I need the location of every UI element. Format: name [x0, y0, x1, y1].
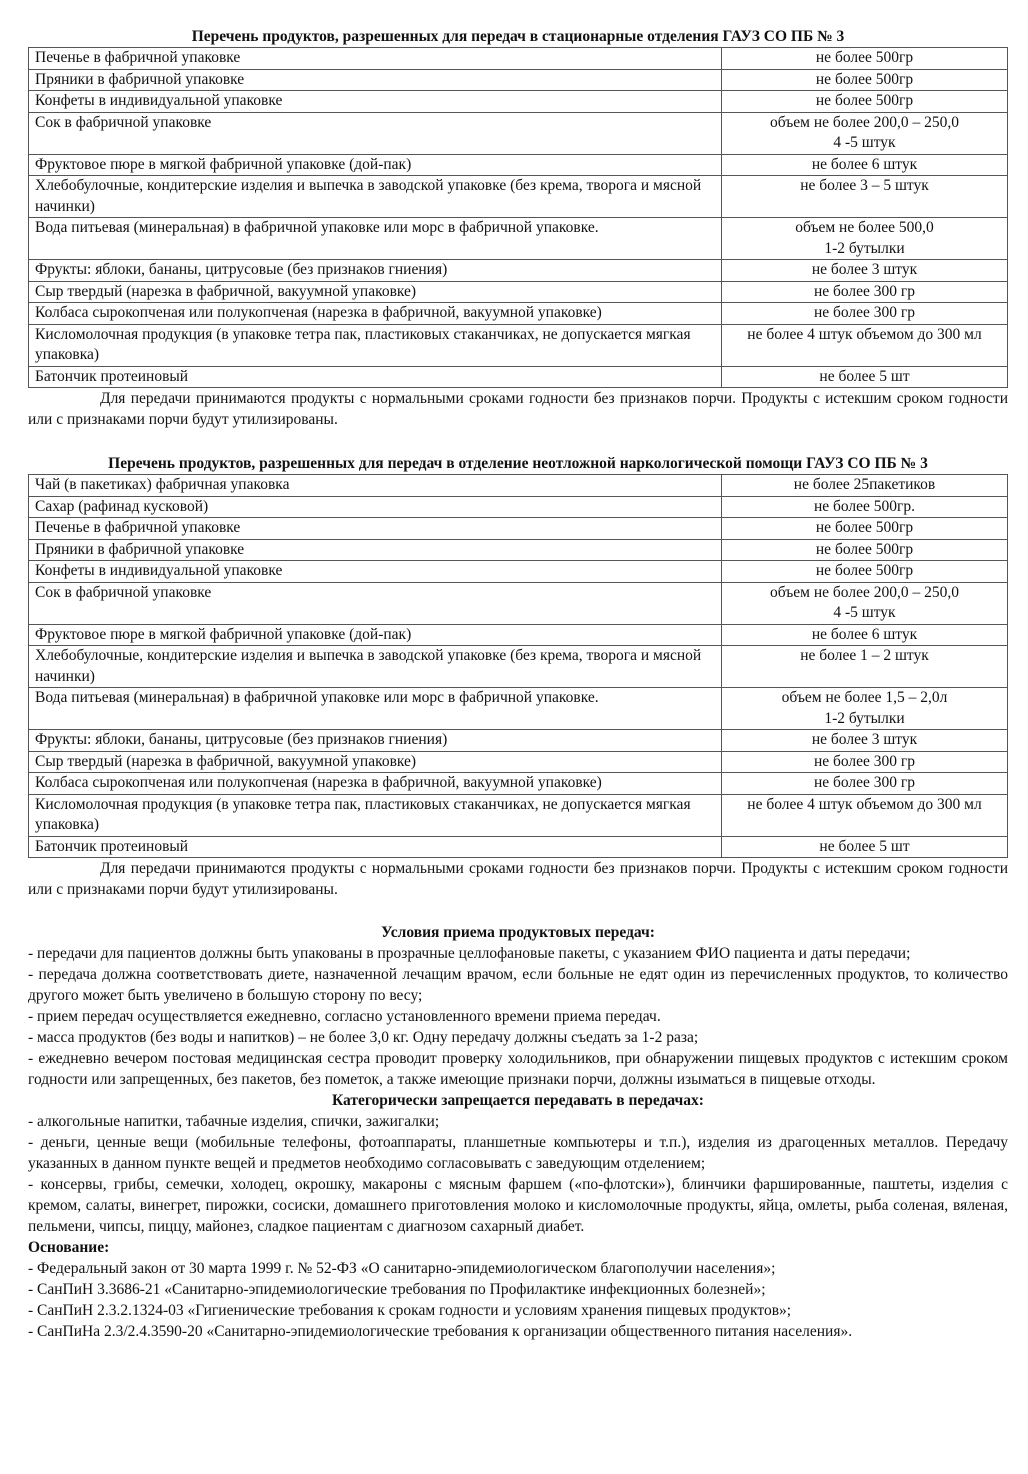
product-limit — [722, 260, 1008, 282]
conditions-item: - масса продуктов (без воды и напитков) – не более 3,0 кг. Одну передачу должны съедать за 1-2 раза; — [28, 1029, 699, 1046]
product-name: Пряники в фабричной упаковке — [29, 69, 722, 91]
product-limit-line: не более 1 – 2 штук — [800, 647, 929, 664]
table2-products — [28, 474, 1008, 858]
product-limit-line: 1-2 бутылки — [824, 709, 905, 727]
product-limit — [722, 496, 1008, 518]
product-limit-line: не более 500гр — [815, 49, 914, 66]
product-limit-line: не более 500гр — [815, 70, 914, 88]
product-row — [29, 281, 1008, 303]
product-limit-line: не более 500гр — [815, 540, 914, 558]
product-name: Сыр твердый (нарезка в фабричной, вакуумной упаковке) — [29, 281, 722, 303]
product-limit-line: объем не более 200,0 – 250,0 — [770, 583, 959, 601]
product-name: Сок в фабричной упаковке — [29, 112, 722, 154]
product-limit-line: не более 3 – 5 штук — [800, 177, 929, 194]
product-row — [29, 496, 1008, 518]
product-limit-line: 4 -5 штук — [833, 134, 896, 151]
product-row — [29, 154, 1008, 176]
product-row — [29, 624, 1008, 646]
product-name: Вода питьевая (минеральная) в фабричной упаковке или морс в фабричной упаковке. — [29, 218, 722, 260]
prohibited-list — [28, 1111, 1008, 1237]
product-limit — [722, 730, 1008, 752]
product-limit-line: не более 300 гр — [813, 282, 916, 300]
product-row — [29, 218, 1008, 260]
conditions-item: - передачи для пациентов должны быть упакованы в прозрачные целлофановые пакеты, с указанием ФИО пациента и даты передачи; — [28, 945, 911, 962]
product-limit — [722, 518, 1008, 540]
product-name: Печенье в фабричной упаковке — [29, 518, 722, 540]
product-row — [29, 366, 1008, 388]
product-limit — [722, 218, 1008, 260]
table2-note: Для передачи принимаются продукты с нормальными сроками годности без признаков порчи. Продукты с истекшим сроком годности или с признаками порчи будут утилизированы. — [28, 860, 1008, 898]
product-row — [29, 836, 1008, 858]
product-limit-line: не более 25пакетиков — [793, 476, 936, 493]
product-limit-line: объем не более 500,0 — [795, 219, 934, 236]
product-limit — [722, 475, 1008, 497]
product-limit — [722, 751, 1008, 773]
product-limit — [722, 646, 1008, 688]
conditions-item: - ежедневно вечером постовая медицинская сестра проводит проверку холодильников, при обнаружении пищевых продуктов с истекшим сроком годности или запрещенных, без пакетов, без пометок, а также имеющие признаки порчи, должны изыматься в пищевые отходы. — [28, 1050, 1008, 1088]
product-limit — [722, 773, 1008, 795]
prohibited-item: - алкогольные напитки, табачные изделия, спички, зажигалки; — [28, 1113, 440, 1130]
product-name: Конфеты в индивидуальной упаковке — [29, 91, 722, 113]
product-row — [29, 646, 1008, 688]
product-limit-line: не более 5 шт — [819, 367, 910, 385]
product-limit — [722, 539, 1008, 561]
prohibited-title: Категорически запрещается передавать в передачах: — [332, 1092, 704, 1109]
product-limit-line: не более 300 гр — [813, 774, 916, 791]
product-limit-line: не более 300 гр — [813, 752, 916, 770]
basis-title: Основание: — [28, 1239, 110, 1256]
document-page — [28, 26, 1008, 1342]
product-name: Сок в фабричной упаковке — [29, 582, 722, 624]
product-limit — [722, 176, 1008, 218]
product-name: Батончик протеиновый — [29, 366, 722, 388]
product-name: Кисломолочная продукция (в упаковке тетра пак, пластиковых стаканчиках, не допускается мягкая упаковка) — [29, 794, 722, 836]
product-row — [29, 48, 1008, 70]
product-limit — [722, 624, 1008, 646]
prohibited-item: - консервы, грибы, семечки, холодец, окрошку, макароны с мясным фаршем («по-флотски»), блинчики фаршированные, паштеты, изделия с кремом, салаты, винегрет, пирожки, сосиски, домашнего приготовления молоко и кисломолочные продукты, яйца, омлеты, рыба соленая, вяленая, пельмени, чипсы, пиццу, майонез, сладкое пациентам с диагнозом сахарный диабет. — [28, 1176, 1008, 1235]
product-name: Сыр твердый (нарезка в фабричной, вакуумной упаковке) — [29, 751, 722, 773]
product-name: Хлебобулочные, кондитерские изделия и выпечка в заводской упаковке (без крема, творога и мясной начинки) — [29, 176, 722, 218]
prohibited-item: - деньги, ценные вещи (мобильные телефоны, фотоаппараты, планшетные компьютеры и т.п.), изделия из драгоценных металлов. Передачу указанных в данном пункте вещей и предметов необходимо согласовывать с заведующим отделением; — [28, 1134, 1008, 1172]
product-row — [29, 518, 1008, 540]
product-limit-line: не более 5 шт — [819, 837, 910, 855]
table1-products — [28, 47, 1008, 388]
basis-item: - СанПиН 3.3686-21 «Санитарно-эпидемиологические требования по Профилактике инфекционных болезней»; — [28, 1281, 766, 1298]
product-row — [29, 773, 1008, 795]
product-row — [29, 582, 1008, 624]
product-name: Кисломолочная продукция (в упаковке тетра пак, пластиковых стаканчиках, не допускается мягкая упаковка) — [29, 324, 722, 366]
product-row — [29, 561, 1008, 583]
product-limit-line: не более 4 штук объемом до 300 мл — [747, 795, 982, 813]
product-limit — [722, 154, 1008, 176]
product-limit-line: не более 3 штук — [811, 261, 918, 278]
table1-note: Для передачи принимаются продукты с нормальными сроками годности без признаков порчи. Продукты с истекшим сроком годности или с признаками порчи будут утилизированы. — [28, 390, 1008, 428]
product-name: Хлебобулочные, кондитерские изделия и выпечка в заводской упаковке (без крема, творога и мясной начинки) — [29, 646, 722, 688]
product-limit — [722, 582, 1008, 624]
product-limit-line: объем не более 200,0 – 250,0 — [770, 113, 959, 131]
basis-item: - СанПиН 2.3.2.1324-03 «Гигиенические требования к срокам годности и условиям хранения пищевых продуктов»; — [28, 1302, 792, 1319]
product-name: Вода питьевая (минеральная) в фабричной упаковке или морс в фабричной упаковке. — [29, 688, 722, 730]
product-row — [29, 176, 1008, 218]
product-name: Фрукты: яблоки, бананы, цитрусовые (без признаков гниения) — [29, 260, 722, 282]
product-row — [29, 260, 1008, 282]
product-limit — [722, 48, 1008, 70]
product-row — [29, 112, 1008, 154]
product-row — [29, 475, 1008, 497]
product-limit-line: не более 500гр — [815, 92, 914, 109]
conditions-item: - передача должна соответствовать диете, назначенной лечащим врачом, если больные не едят один из перечисленных продуктов, то количество другого может быть увеличено в большую сторону по весу; — [28, 966, 1008, 1004]
product-limit — [722, 69, 1008, 91]
product-name: Фруктовое пюре в мягкой фабричной упаковке (дой-пак) — [29, 624, 722, 646]
product-limit — [722, 303, 1008, 325]
conditions-item: - прием передач осуществляется ежедневно, согласно установленного времени приема передач. — [28, 1008, 661, 1025]
product-name: Колбаса сырокопченая или полукопченая (нарезка в фабричной, вакуумной упаковке) — [29, 303, 722, 325]
product-row — [29, 794, 1008, 836]
product-limit — [722, 112, 1008, 154]
product-row — [29, 751, 1008, 773]
product-name: Колбаса сырокопченая или полукопченая (нарезка в фабричной, вакуумной упаковке) — [29, 773, 722, 795]
product-limit-line: не более 3 штук — [811, 731, 918, 748]
product-name: Печенье в фабричной упаковке — [29, 48, 722, 70]
product-limit-line: 4 -5 штук — [833, 604, 896, 621]
product-limit — [722, 561, 1008, 583]
product-limit — [722, 281, 1008, 303]
conditions-list — [28, 943, 1008, 1090]
product-name: Конфеты в индивидуальной упаковке — [29, 561, 722, 583]
product-row — [29, 539, 1008, 561]
product-limit — [722, 91, 1008, 113]
product-name: Фруктовое пюре в мягкой фабричной упаковке (дой-пак) — [29, 154, 722, 176]
product-limit-line: не более 300 гр — [813, 304, 916, 321]
product-row — [29, 303, 1008, 325]
product-row — [29, 730, 1008, 752]
product-row — [29, 688, 1008, 730]
product-row — [29, 91, 1008, 113]
product-name: Сахар (рафинад кусковой) — [29, 496, 722, 518]
basis-list — [28, 1258, 1008, 1342]
basis-item: - СанПиНа 2.3/2.4.3590-20 «Санитарно-эпидемиологические требования к организации общественного питания населения». — [28, 1323, 853, 1340]
basis-item: - Федеральный закон от 30 марта 1999 г. № 52-ФЗ «О санитарно-эпидемиологическом благополучии населения»; — [28, 1260, 776, 1277]
product-limit-line: не более 6 штук — [811, 625, 918, 643]
product-limit-line: не более 6 штук — [811, 155, 918, 173]
table1-title: Перечень продуктов, разрешенных для передач в стационарные отделения ГАУЗ СО ПБ № 3 — [191, 28, 845, 45]
product-name: Чай (в пакетиках) фабричная упаковка — [29, 475, 722, 497]
product-name: Батончик протеиновый — [29, 836, 722, 858]
product-limit — [722, 366, 1008, 388]
product-limit-line: не более 500гр — [815, 562, 914, 579]
product-limit — [722, 324, 1008, 366]
product-name: Фрукты: яблоки, бананы, цитрусовые (без признаков гниения) — [29, 730, 722, 752]
conditions-title: Условия приема продуктовых передач: — [381, 924, 655, 941]
product-row — [29, 69, 1008, 91]
product-row — [29, 324, 1008, 366]
table2-title: Перечень продуктов, разрешенных для передач в отделение неотложной наркологической помощи ГАУЗ СО ПБ № 3 — [108, 455, 928, 472]
product-limit-line: не более 500гр — [815, 519, 914, 536]
product-limit — [722, 688, 1008, 730]
product-limit-line: 1-2 бутылки — [824, 239, 905, 257]
product-limit — [722, 836, 1008, 858]
product-limit-line: не более 4 штук объемом до 300 мл — [747, 325, 982, 343]
product-limit-line: объем не более 1,5 – 2,0л — [781, 689, 948, 706]
product-limit-line: не более 500гр. — [813, 497, 916, 515]
product-limit — [722, 794, 1008, 836]
product-name: Пряники в фабричной упаковке — [29, 539, 722, 561]
